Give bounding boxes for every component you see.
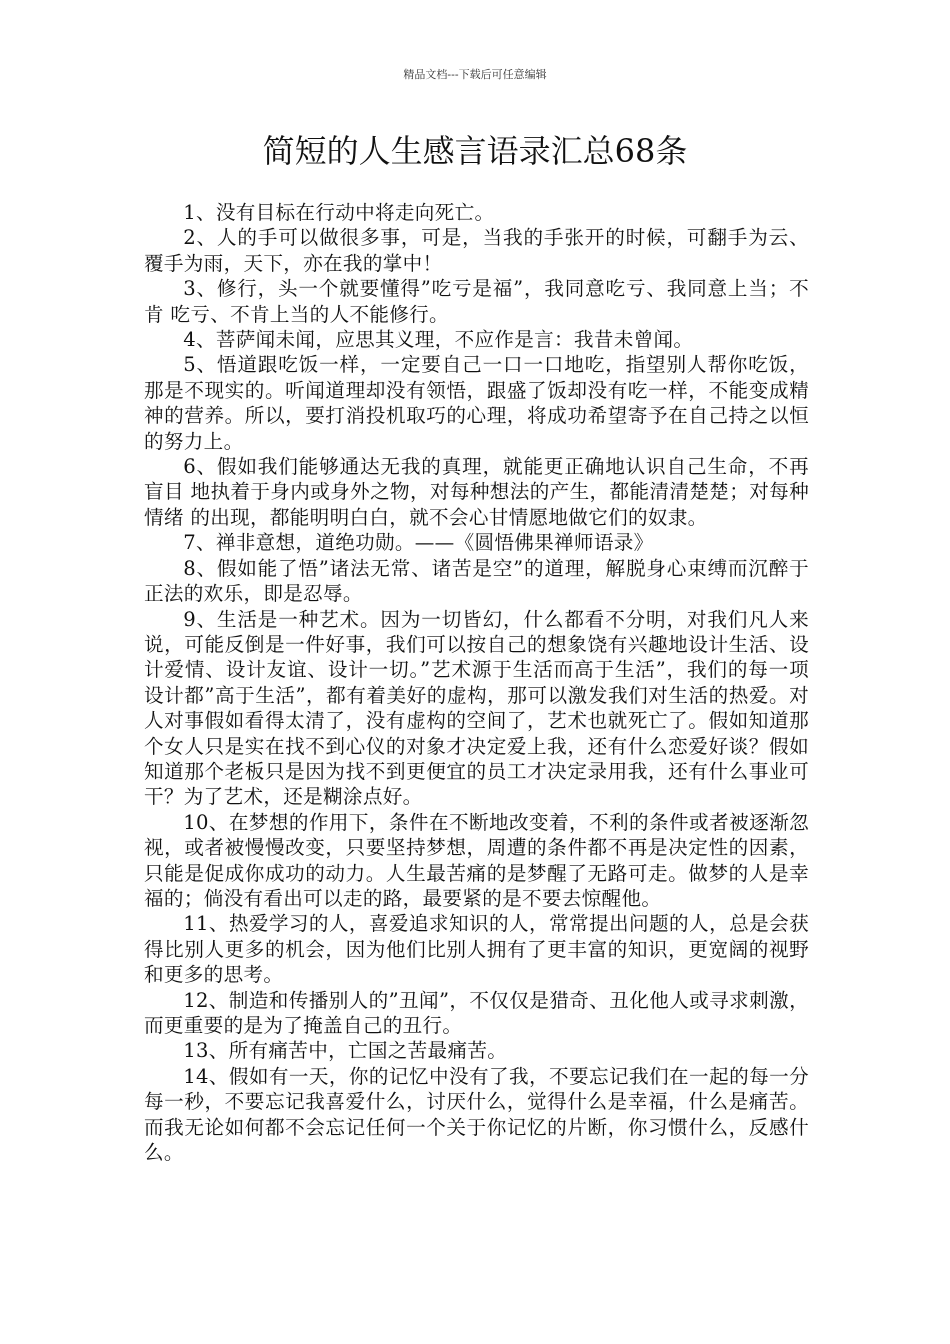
quote-paragraph-6: 6、假如我们能够通达无我的真理，就能更正确地认识自己生命，不再盲目 地执着于身内或身外之物，对每种想法的产生，都能清清楚楚；对每种情绪 的出现，都能明明白白，就不会心甘情愿地做它们的奴隶。 (144, 455, 809, 529)
quote-paragraph-8: 8、假如能了悟”诸法无常、诸苦是空”的道理，解脱身心束缚而沉醉于正法的欢乐，即是忍辱。 (144, 556, 809, 606)
quote-paragraph-3: 3、修行，头一个就要懂得”吃亏是福”，我同意吃亏、我同意上当；不肯 吃亏、不肯上当的人不能修行。 (144, 277, 809, 326)
quote-paragraph-1: 1、没有目标在行动中将走向死亡。 (183, 201, 495, 224)
quote-paragraph-9: 9、生活是一种艺术。因为一切皆幻，什么都看不分明，对我们凡人来说，可能反倒是一件好事，我们可以按自己的想象饶有兴趣地设计生活、设计爱情、设计友谊、设计一切。”艺术源于生活而高于生活”，我们的每一项设计都”高于生活”，都有着美好的虚构，那可以激发我们对生活的热爱。对人对事假如看得太清了，没有虚构的空间了，艺术也就死亡了。假如知道那个女人只是实在找不到心仪的对象才决定爱上我，还有什么恋爱好谈？假如知道那个老板只是因为找不到更便宜的员工才决定录用我，还有什么事业可干？为了艺术，还是糊涂点好。 (144, 607, 809, 809)
quote-paragraph-7: 7、禅非意想，道绝功勋。——《圆悟佛果禅师语录》 (183, 531, 654, 555)
quote-paragraph-14: 14、假如有一天，你的记忆中没有了我，不要忘记我们在一起的每一分每一秒，不要忘记我喜爱什么，讨厌什么，觉得什么是幸福，什么是痛苦。而我无论如何都不会忘记任何一个关于你记忆的片断，你习惯什么，反感什么。 (144, 1064, 809, 1165)
quote-paragraph-11: 11、热爱学习的人，喜爱追求知识的人，常常提出问题的人，总是会获得比别人更多的机会，因为他们比别人拥有了更丰富的知识，更宽阔的视野和更多的思考。 (144, 912, 809, 987)
quote-paragraph-13: 13、所有痛苦中，亡国之苦最痛苦。 (183, 1039, 508, 1063)
quote-paragraph-2: 2、人的手可以做很多事，可是，当我的手张开的时候，可翻手为云、覆手为雨，天下，亦在我的掌中！ (144, 226, 809, 275)
quote-paragraph-4: 4、菩萨闻未闻，应思其义理，不应作是言：我昔未曾闻。 (183, 328, 694, 352)
page-header-watermark: 精品文档---下载后可任意编辑 (403, 68, 547, 81)
quote-paragraph-10: 10、在梦想的作用下，条件在不断地改变着，不利的条件或者被逐渐忽视，或者被慢慢改变，只要坚持梦想，周遭的条件都不再是决定性的因素，只能是促成你成功的动力。人生最苦痛的是梦醒了无路可走。做梦的人是幸福的；倘没有看出可以走的路，最要紧的是不要去惊醒他。 (144, 810, 809, 910)
document-title: 简短的人生感言语录汇总68条 (262, 132, 688, 170)
quote-paragraph-12: 12、制造和传播别人的”丑闻”，不仅仅是猎奇、丑化他人或寻求刺激，而更重要的是为了掩盖自己的丑行。 (144, 988, 809, 1037)
quote-paragraph-5: 5、悟道跟吃饭一样，一定要自己一口一口地吃，指望别人帮你吃饭，那是不现实的。听闻道理却没有领悟，跟盛了饭却没有吃一样，不能变成精神的营养。所以，要打消投机取巧的心理，将成功希望寄予在自己持之以恒的努力上。 (144, 353, 809, 453)
document-body (144, 200, 809, 1165)
